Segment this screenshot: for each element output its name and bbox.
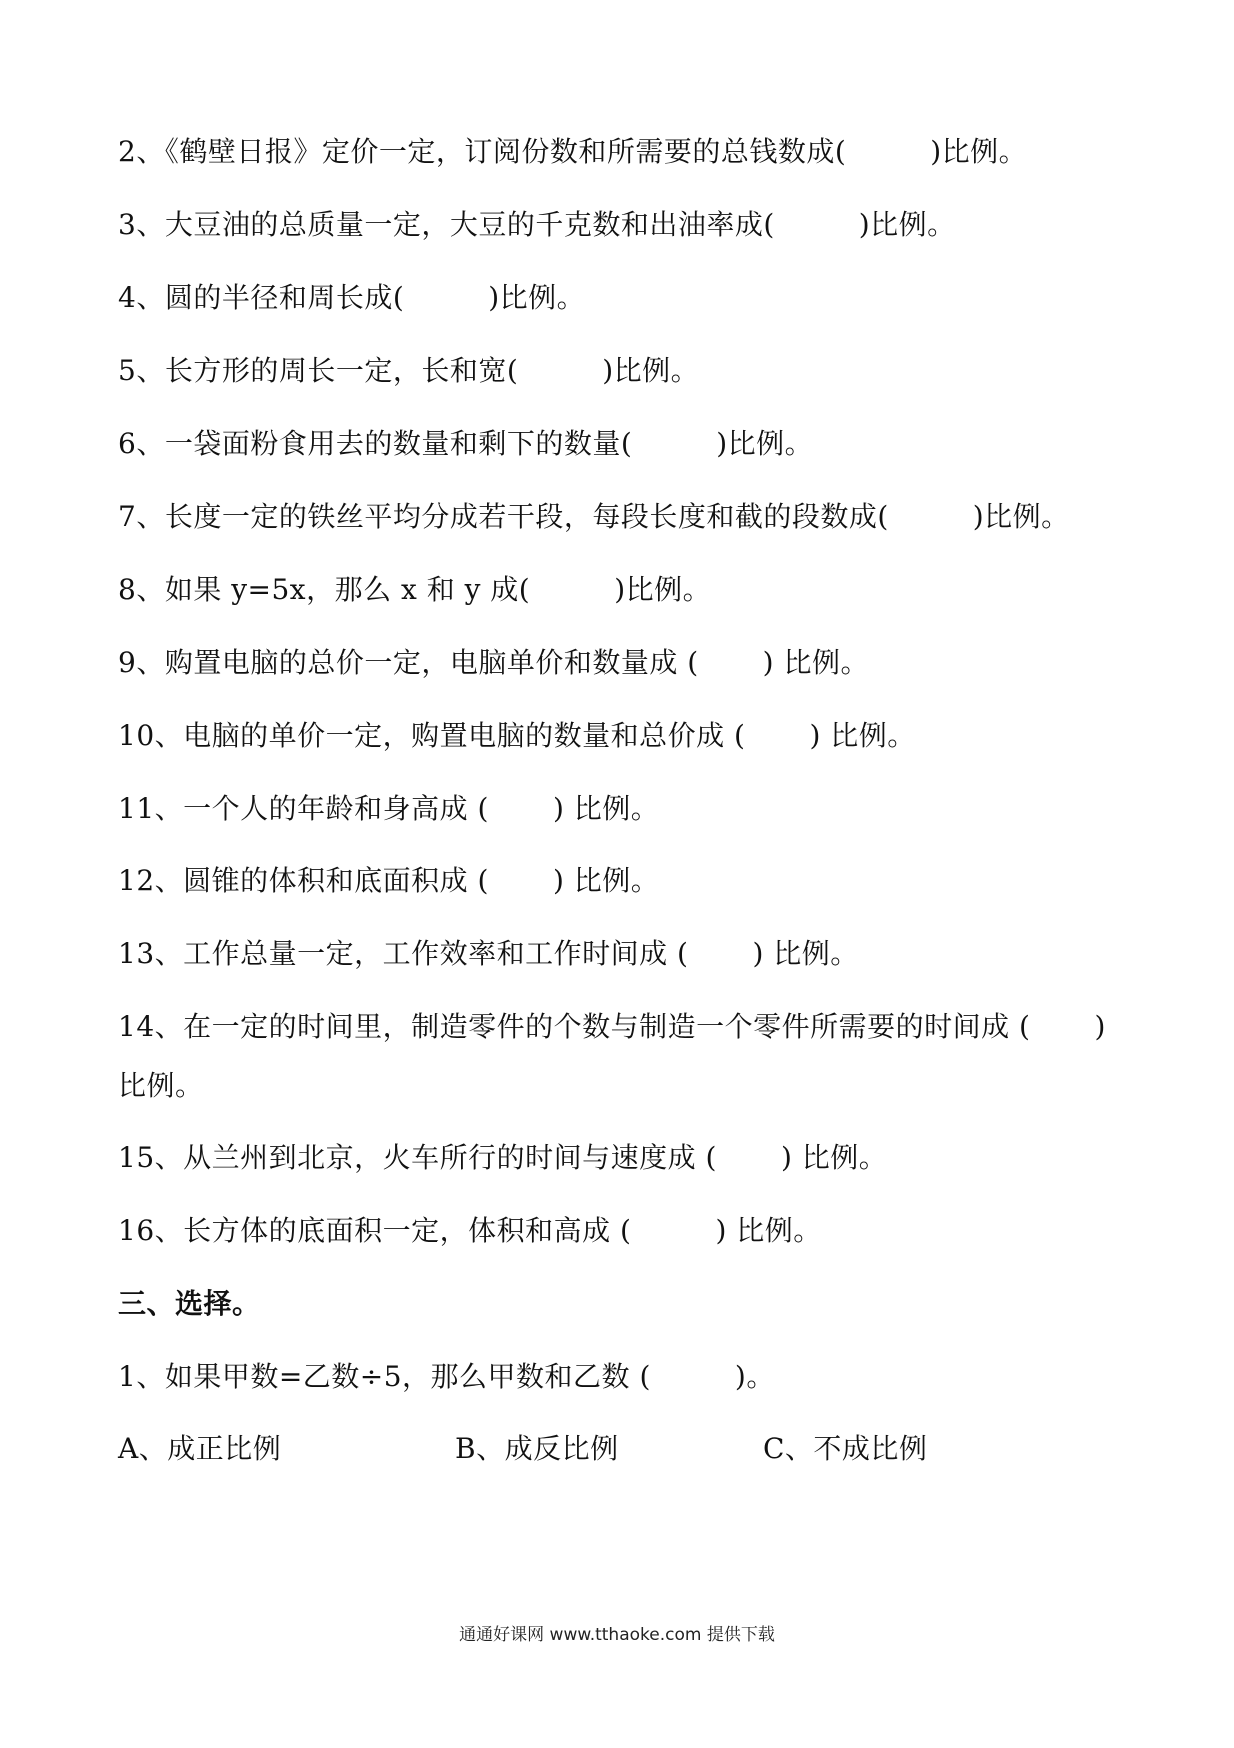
option-c: C、不成比例	[763, 1432, 928, 1465]
question-3	[118, 208, 956, 242]
question-8-suffix: )比例。	[614, 573, 712, 606]
question-9	[118, 646, 869, 680]
question-5-text: 5、长方形的周长一定，长和宽(	[118, 354, 519, 387]
section-heading: 三、选择。	[118, 1287, 261, 1320]
question-10-text: 10、电脑的单价一定，购置电脑的数量和总价成 (	[118, 719, 746, 752]
question-10	[118, 719, 916, 753]
question-11-suffix: ) 比例。	[552, 792, 660, 825]
question-13-suffix: ) 比例。	[752, 937, 859, 970]
question-16-suffix: ) 比例。	[715, 1214, 822, 1247]
question-11-text: 11、一个人的年龄和身高成 (	[118, 792, 489, 825]
question-5	[118, 354, 699, 388]
question-6-suffix: )比例。	[716, 427, 814, 460]
question-8-text: 8、如果 y=5x，那么 x 和 y 成(	[118, 573, 531, 606]
question-16	[118, 1214, 822, 1248]
question-14-continuation-text: 比例。	[118, 1069, 204, 1102]
question-16-text: 16、长方体的底面积一定，体积和高成 (	[118, 1214, 632, 1247]
question-6	[118, 427, 813, 461]
question-10-suffix: ) 比例。	[809, 719, 916, 752]
choice-question-1-suffix: )。	[734, 1360, 775, 1393]
option-a: A、成正比例	[118, 1432, 282, 1465]
question-9-text: 9、购置电脑的总价一定，电脑单价和数量成 (	[118, 646, 699, 679]
question-3-suffix: )比例。	[858, 208, 956, 241]
question-13-text: 13、工作总量一定，工作效率和工作时间成 (	[118, 937, 689, 970]
choice-question-1	[118, 1360, 775, 1394]
question-14-suffix: )	[1094, 1010, 1106, 1043]
question-4-text: 4、圆的半径和周长成(	[118, 281, 405, 314]
question-15-text: 15、从兰州到北京，火车所行的时间与速度成 (	[118, 1141, 717, 1174]
footer-credit: 通通好课网 www.tthaoke.com 提供下载	[459, 1625, 775, 1645]
question-4	[118, 281, 585, 315]
question-12-text: 12、圆锥的体积和底面积成 (	[118, 864, 489, 897]
question-2-text: 2、《鹤壁日报》定价一定，订阅份数和所需要的总钱数成(	[118, 135, 847, 168]
question-11	[118, 792, 659, 826]
question-2-suffix: )比例。	[930, 135, 1028, 168]
question-3-text: 3、大豆油的总质量一定，大豆的千克数和出油率成(	[118, 208, 775, 241]
question-7-text: 7、长度一定的铁丝平均分成若干段，每段长度和截的段数成(	[118, 500, 889, 533]
question-15	[118, 1141, 887, 1175]
question-6-text: 6、一袋面粉食用去的数量和剩下的数量(	[118, 427, 633, 460]
question-9-suffix: ) 比例。	[762, 646, 869, 679]
question-5-suffix: )比例。	[602, 354, 700, 387]
question-2	[118, 135, 1027, 169]
question-4-suffix: )比例。	[488, 281, 586, 314]
question-8	[118, 573, 711, 607]
question-13	[118, 937, 859, 971]
option-b: B、成反比例	[455, 1432, 619, 1465]
question-14-text: 14、在一定的时间里，制造零件的个数与制造一个零件所需要的时间成 (	[118, 1010, 1031, 1043]
question-7-suffix: )比例。	[972, 500, 1070, 533]
question-14-continuation	[118, 1069, 204, 1103]
question-14	[118, 1010, 1106, 1044]
question-7	[118, 500, 1070, 534]
choice-question-1-text: 1、如果甲数=乙数÷5，那么甲数和乙数 (	[118, 1360, 651, 1393]
question-15-suffix: ) 比例。	[780, 1141, 888, 1174]
question-12	[118, 864, 659, 898]
question-12-suffix: ) 比例。	[552, 864, 660, 897]
